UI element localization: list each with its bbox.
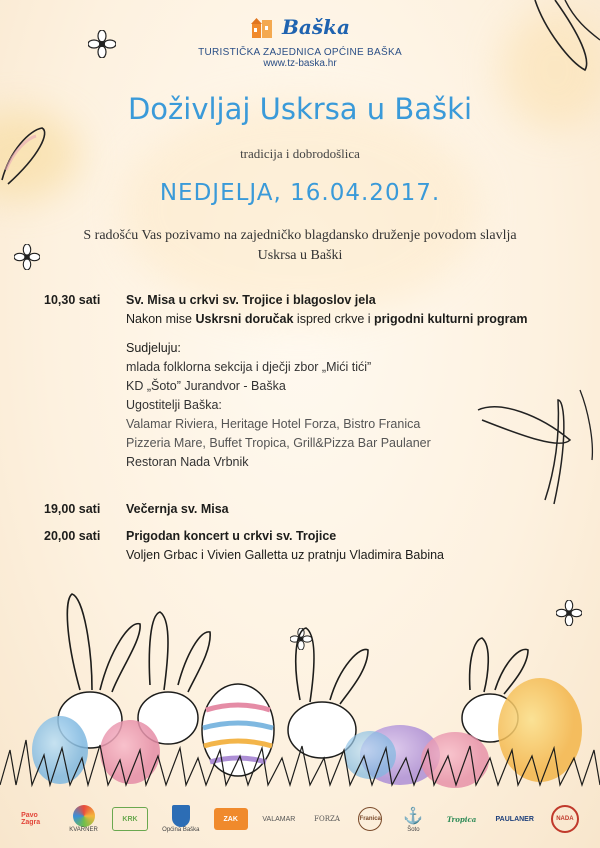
event-time: 10,30 sati bbox=[44, 293, 101, 307]
sponsor-name: Općina Baška bbox=[162, 827, 200, 833]
website-link[interactable]: www.tz-baska.hr bbox=[263, 58, 337, 69]
organization-name: TURISTIČKA ZAJEDNICA OPĆINE BAŠKA bbox=[198, 47, 402, 58]
participants-label: Sudjeluju: bbox=[126, 341, 181, 355]
sponsor-mark: Pavo Zagra bbox=[21, 812, 41, 826]
sponsor-mark: NADA bbox=[551, 805, 579, 833]
sponsor-logo[interactable] bbox=[214, 808, 248, 830]
event-detail-bold: prigodni kulturni program bbox=[374, 312, 528, 326]
anchor-icon: ⚓ bbox=[403, 808, 424, 825]
sponsor-mark: VALAMAR bbox=[262, 815, 296, 823]
sponsor-logo[interactable] bbox=[162, 805, 199, 833]
participant-line: Pizzeria Mare, Buffet Tropica, Grill&Pizza Bar Paulaner bbox=[126, 436, 431, 450]
schedule-block-2 bbox=[44, 500, 564, 519]
event-detail bbox=[126, 310, 564, 329]
subtitle: tradicija i dobrodošlica bbox=[240, 146, 360, 161]
event-title: Sv. Misa u crkvi sv. Trojice i blagoslov jela bbox=[126, 293, 376, 307]
event-detail-part: Nakon mise bbox=[126, 312, 196, 326]
schedule-row bbox=[44, 527, 564, 565]
schedule-block-3 bbox=[44, 527, 564, 565]
flower-icon bbox=[14, 244, 40, 270]
schedule-row bbox=[44, 500, 564, 519]
event-time: 19,00 sati bbox=[44, 502, 101, 516]
event-title: Večernja sv. Misa bbox=[126, 502, 229, 516]
participant-line: KD „Šoto” Jurandvor - Baška bbox=[126, 379, 286, 393]
sponsor-logo[interactable] bbox=[112, 807, 148, 831]
event-title: Prigodan koncert u crkvi sv. Trojice bbox=[126, 529, 337, 543]
sponsor-logo[interactable] bbox=[21, 808, 55, 830]
watercolor-wash-top bbox=[120, 100, 480, 320]
sponsor-logo[interactable] bbox=[551, 805, 579, 833]
intro-text: S radošću Vas pozivamo na zajedničko blagdansko druženje povodom slavlja Uskrsa u Baški bbox=[83, 228, 517, 263]
schedule-block-1 bbox=[44, 291, 564, 472]
sponsor-logo[interactable] bbox=[262, 808, 296, 830]
header bbox=[0, 10, 600, 69]
participant-line: Ugostitelji Baška: bbox=[126, 398, 222, 412]
sponsor-logo[interactable] bbox=[310, 808, 344, 830]
sponsor-logo[interactable] bbox=[358, 807, 382, 831]
participant-line: mlada folklorna sekcija i dječji zbor „Mići tići” bbox=[126, 360, 372, 374]
sponsor-mark: KRK bbox=[112, 807, 148, 831]
sponsor-name: KVARNER bbox=[69, 827, 98, 833]
participant-line: Restoran Nada Vrbnik bbox=[126, 455, 249, 469]
house-logo-icon bbox=[250, 14, 276, 40]
event-detail: Voljen Grbac i Vivien Galletta uz pratnju Vladimira Babina bbox=[126, 548, 444, 562]
brand-logo[interactable] bbox=[250, 10, 350, 44]
sponsor-logo[interactable] bbox=[445, 808, 479, 830]
sponsor-logo[interactable] bbox=[396, 805, 430, 833]
schedule-row bbox=[44, 291, 564, 472]
sponsor-mark: Tropica bbox=[446, 814, 477, 824]
sponsor-logo[interactable] bbox=[69, 805, 98, 833]
sponsor-mark: FORZA bbox=[314, 815, 340, 823]
sponsor-mark: ZAK bbox=[214, 808, 248, 830]
event-detail-bold: Uskrsni doručak bbox=[195, 312, 294, 326]
event-time: 20,00 sati bbox=[44, 529, 101, 543]
event-detail-part: ispred crkve i bbox=[293, 312, 375, 326]
event-date: NEDJELJA, 16.04.2017. bbox=[159, 180, 441, 206]
sponsor-mark: Franica bbox=[358, 807, 382, 831]
sponsor-logo[interactable] bbox=[493, 808, 537, 830]
easter-bunnies-illustration bbox=[0, 580, 600, 790]
brand-name: Baška bbox=[282, 15, 350, 39]
page-title: Doživljaj Uskrsa u Baški bbox=[127, 92, 473, 126]
sponsor-logos bbox=[0, 790, 600, 848]
participant-line: Valamar Riviera, Heritage Hotel Forza, Bistro Franica bbox=[126, 417, 421, 431]
sponsor-mark: PAULANER bbox=[495, 815, 534, 823]
sponsor-name: Šoto bbox=[407, 827, 420, 833]
